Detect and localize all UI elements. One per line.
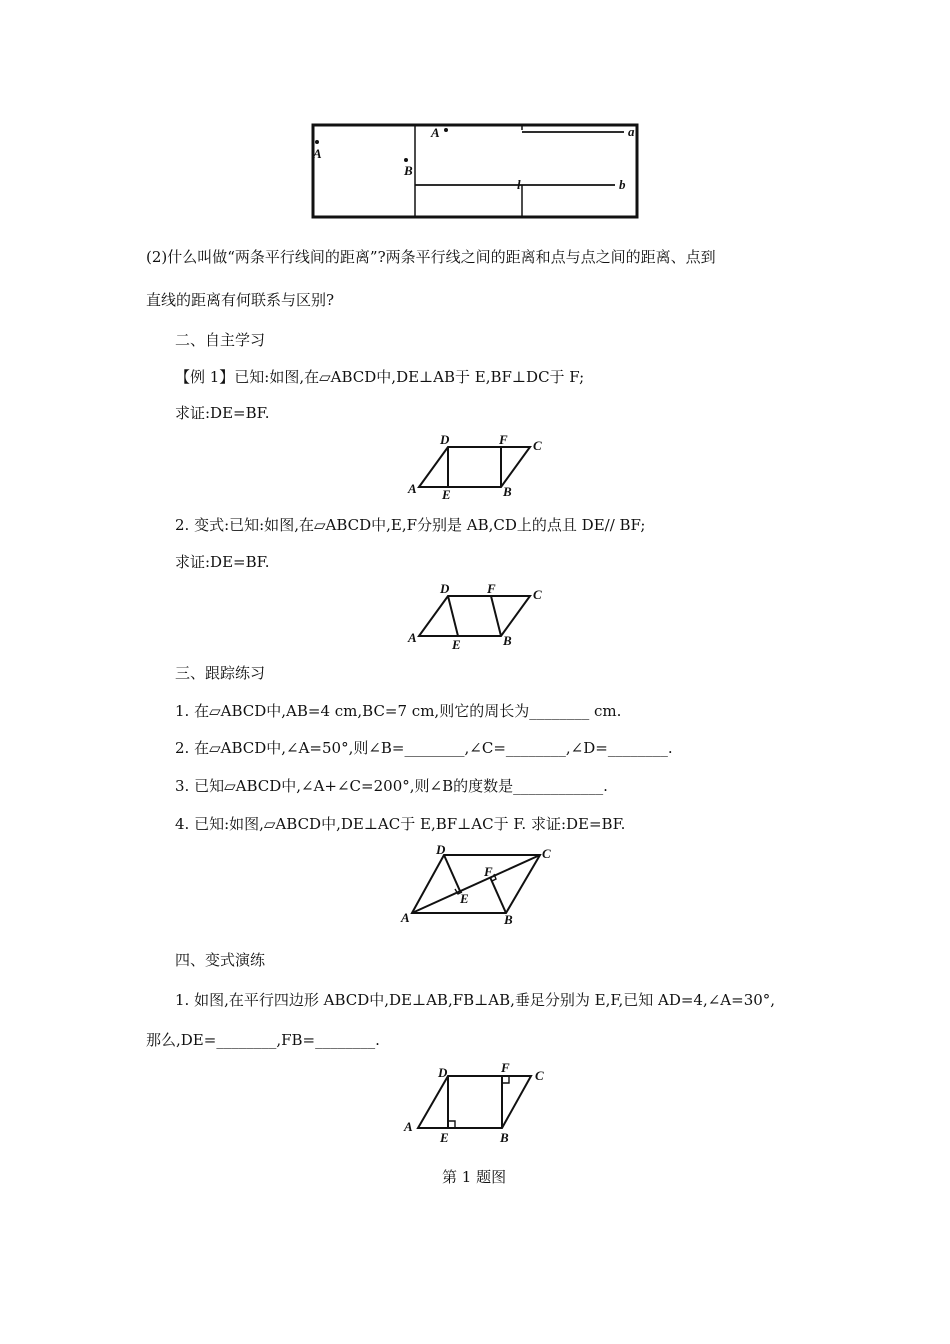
variant-q1-line2: 那么,DE=________,FB=________. xyxy=(146,1031,380,1049)
fig1-label-F: F xyxy=(499,433,508,447)
variant-q1-line1: 1. 如图,在平行四边形 ABCD中,DE⊥AB,FB⊥AB,垂足分别为 E,F,已知 AD=4,∠A=30°, xyxy=(175,991,776,1009)
fig1-label-B: B xyxy=(503,484,512,499)
figure-caption: 第 1 题图 xyxy=(442,1168,507,1186)
fig2-label-D: D xyxy=(440,582,450,596)
label-B: B xyxy=(404,163,413,178)
practice-q3: 3. 已知▱ABCD中,∠A+∠C=200°,则∠B的度数是____________. xyxy=(175,777,608,795)
figure-variant-q1 xyxy=(400,1062,552,1144)
prove2-text: 求证:DE=BF. xyxy=(175,553,270,571)
fig2-label-F: F xyxy=(487,582,496,596)
fig1-label-D: D xyxy=(440,433,450,447)
section2-heading: 二、自主学习 xyxy=(175,331,266,349)
fig1-label-A: A xyxy=(408,481,417,496)
fig4-label-B: B xyxy=(500,1130,509,1144)
figure-variant xyxy=(402,582,552,652)
fig2-label-E: E xyxy=(452,637,461,652)
fig3-label-B: B xyxy=(504,912,513,927)
fig2-label-B: B xyxy=(503,633,512,648)
variant-text: 2. 变式:已知:如图,在▱ABCD中,E,F分别是 AB,CD上的点且 DE// BF; xyxy=(175,516,646,534)
practice-q1: 1. 在▱ABCD中,AB=4 cm,BC=7 cm,则它的周长为________ cm. xyxy=(175,702,622,720)
fig1-label-C: C xyxy=(533,438,542,453)
fig3-label-E: E xyxy=(460,891,469,906)
fig3-label-D: D xyxy=(436,843,446,857)
section4-heading: 四、变式演练 xyxy=(175,951,266,969)
practice-q4: 4. 已知:如图,▱ABCD中,DE⊥AC于 E,BF⊥AC于 F. 求证:DE=BF. xyxy=(175,815,626,833)
label-l: l xyxy=(517,177,521,192)
fig2-label-A: A xyxy=(408,630,417,645)
figure-example1 xyxy=(402,433,552,503)
label-b: b xyxy=(619,177,626,192)
fig3-label-A: A xyxy=(401,910,410,925)
q2-line2: 直线的距离有何联系与区别? xyxy=(146,291,335,309)
figure-points-lines xyxy=(310,122,640,220)
section3-heading: 三、跟踪练习 xyxy=(175,664,266,682)
fig4-label-F: F xyxy=(501,1062,510,1075)
fig3-label-F: F xyxy=(484,864,493,879)
practice-q2: 2. 在▱ABCD中,∠A=50°,则∠B=________,∠C=________,∠D=________. xyxy=(175,739,673,757)
label-a: a xyxy=(628,124,635,139)
q2-line1: (2)什么叫做“两条平行线间的距离”?两条平行线之间的距离和点与点之间的距离、点到 xyxy=(146,248,716,266)
fig4-label-A: A xyxy=(404,1119,413,1134)
fig4-label-D: D xyxy=(438,1065,448,1080)
fig3-label-C: C xyxy=(542,846,551,861)
fig4-label-E: E xyxy=(440,1130,449,1144)
label-A-left: A xyxy=(313,146,322,161)
fig2-label-C: C xyxy=(533,587,542,602)
example1-text: 【例 1】已知:如图,在▱ABCD中,DE⊥AB于 E,BF⊥DC于 F; xyxy=(175,368,585,386)
fig1-label-E: E xyxy=(442,487,451,502)
figure-practice4 xyxy=(398,843,558,927)
fig4-label-C: C xyxy=(535,1068,544,1083)
label-A-top: A xyxy=(431,125,440,140)
prove1-text: 求证:DE=BF. xyxy=(175,404,270,422)
